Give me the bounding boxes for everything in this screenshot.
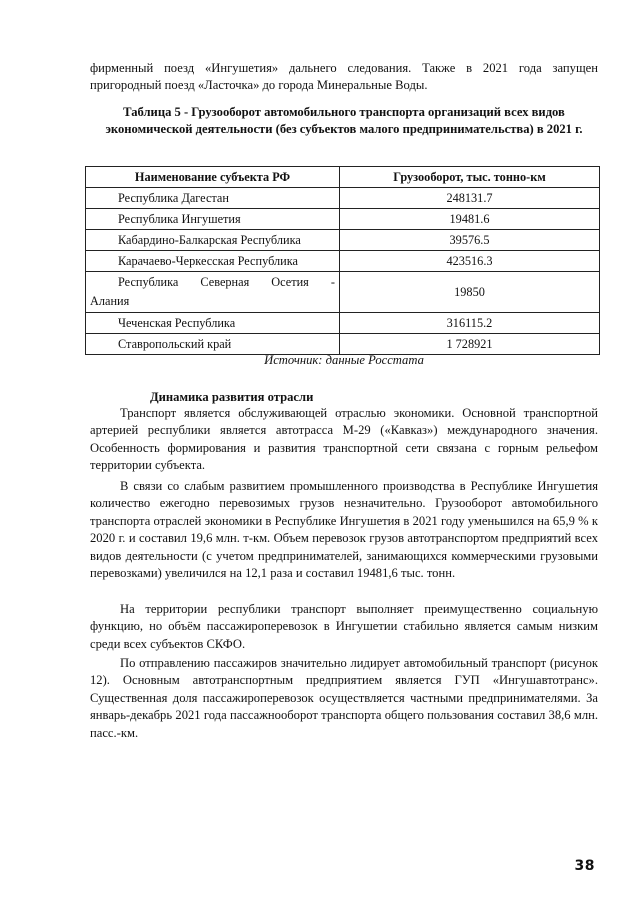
region-name: Кабардино-Балкарская Республика [86,230,340,251]
body-paragraph: Транспорт является обслуживающей отраслью экономики. Основной транспортной артерией республики является автотрасса М-29 («Кавказ») международного значения. Особенность формирования и развития транспортной сети связана с горным рельефом территории субъекта. [90,406,598,473]
region-name-line-1 [90,273,335,292]
region-name: Карачаево-Черкесская Республика [86,251,340,272]
section-heading: Динамика развития отрасли [150,390,314,404]
turnover-value: 248131.7 [340,188,600,209]
table-caption: Таблица 5 - Грузооборот автомобильного транспорта организаций всех видов экономической деятельности (без субъектов малого предпринимательства) в 2021 г. [105,105,583,136]
table-row [86,188,600,209]
table-row [86,313,600,334]
table-row [86,272,600,313]
region-name: Ставропольский край [86,334,340,355]
turnover-value: 19850 [340,272,600,313]
region-name-line-2: Алания [90,294,130,308]
table-row [86,334,600,355]
table-header-row [86,167,600,188]
region-name-word: Республика [118,275,179,289]
table-row [86,209,600,230]
body-paragraph: По отправлению пассажиров значительно лидирует автомобильный транспорт (рисунок 12). Основным автотранспортным предприятием является ГУП «Ингушавтотранс». Существенная доля пассажироперевозок осуществляется частными предпринимателями. За январь-декабрь 2021 года пассажнооборот транспорта общего пользования составил 38,6 млн. пасс.-км. [90,656,598,740]
cargo-turnover-table [85,166,600,355]
region-name-word: Северная [200,275,250,289]
region-name: Республика Дагестан [86,188,340,209]
turnover-value: 1 728921 [340,334,600,355]
body-paragraph: В связи со слабым развитием промышленного производства в Республике Ингушетия количество ежегодно перевозимых грузов незначительно. Грузооборот автомобильного транспорта отраслей экономики в Республике Ингушетия в 2021 году уменьшился на 65,9 % к 2020 г. и составил 19,6 млн. т-км. Объем перевозок грузов автотранспортом предприятий всех видов деятельности (с учетом предпринимателей, занимающихся коммерческими грузовыми перевозками) увеличился на 12,1 раза и составил 19481,6 тыс. тонн. [90,479,598,581]
table-row [86,251,600,272]
column-header-turnover: Грузооборот, тыс. тонно-км [340,167,600,188]
turnover-value: 39576.5 [340,230,600,251]
source-note: Источник: данные Росстата [264,353,424,367]
region-name: Чеченская Республика [86,313,340,334]
table-row [86,230,600,251]
column-header-subject: Наименование субъекта РФ [86,167,340,188]
intro-paragraph: фирменный поезд «Ингушетия» дальнего следования. Также в 2021 года запущен пригородный поезд «Ласточка» до города Минеральные Воды. [90,61,598,93]
turnover-value: 316115.2 [340,313,600,334]
region-name-two-line [86,272,340,313]
turnover-value: 423516.3 [340,251,600,272]
region-name-word: Осетия [271,275,309,289]
body-paragraph: На территории республики транспорт выполняет преимущественно социальную функцию, но объём пассажироперевозок в Ингушетии стабильно является самым низким среди всех субъектов СКФО. [90,602,598,651]
region-name: Республика Ингушетия [86,209,340,230]
region-name-word: - [330,275,335,289]
turnover-value: 19481.6 [340,209,600,230]
page-number: 38 [574,858,595,874]
